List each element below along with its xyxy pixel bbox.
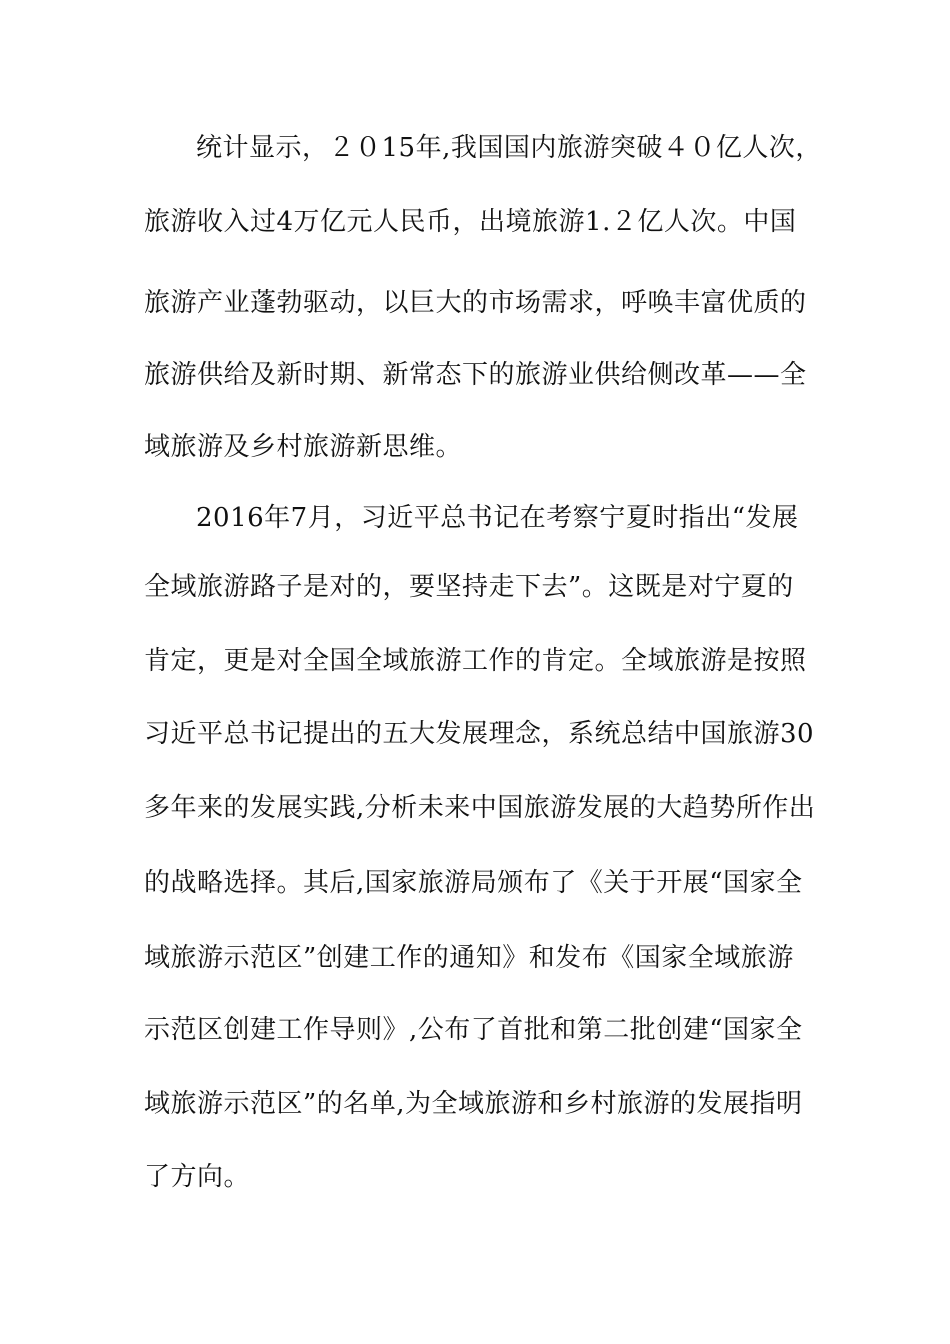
paragraph-2-line-6: 的战略选择。其后,国家旅游局颁布了《关于开展“国家全 [144,868,803,898]
paragraph-1-line-2: 旅游收入过4万亿元人民币，出境旅游1.２亿人次。中国 [144,207,797,237]
paragraph-2-line-7: 域旅游示范区”创建工作的通知》和发布《国家全域旅游 [144,943,794,973]
paragraph-1-line-4: 旅游供给及新时期、新常态下的旅游业供给侧改革——全 [144,360,807,390]
paragraph-2-line-9: 域旅游示范区”的名单,为全域旅游和乡村旅游的发展指明 [144,1089,803,1119]
paragraph-2-line-8: 示范区创建工作导则》,公布了首批和第二批创建“国家全 [144,1015,803,1045]
paragraph-2-line-3: 肯定，更是对全国全域旅游工作的肯定。全域旅游是按照 [144,646,807,676]
paragraph-2-line-4: 习近平总书记提出的五大发展理念，系统总结中国旅游30 [144,719,815,749]
paragraph-1-line-1: 统计显示，２０15年,我国国内旅游突破４０亿人次， [196,133,822,163]
paragraph-2-line-2: 全域旅游路子是对的，要坚持走下去”。这既是对宁夏的 [144,572,794,602]
paragraph-1-line-5: 域旅游及乡村旅游新思维。 [144,432,463,462]
paragraph-2-line-5: 多年来的发展实践,分析未来中国旅游发展的大趋势所作出 [144,793,816,823]
paragraph-2-line-10: 了方向。 [144,1162,251,1192]
paragraph-2-line-1: 2016年7月，习近平总书记在考察宁夏时指出“发展 [196,503,799,533]
paragraph-1-line-3: 旅游产业蓬勃驱动，以巨大的市场需求，呼唤丰富优质的 [144,288,807,318]
